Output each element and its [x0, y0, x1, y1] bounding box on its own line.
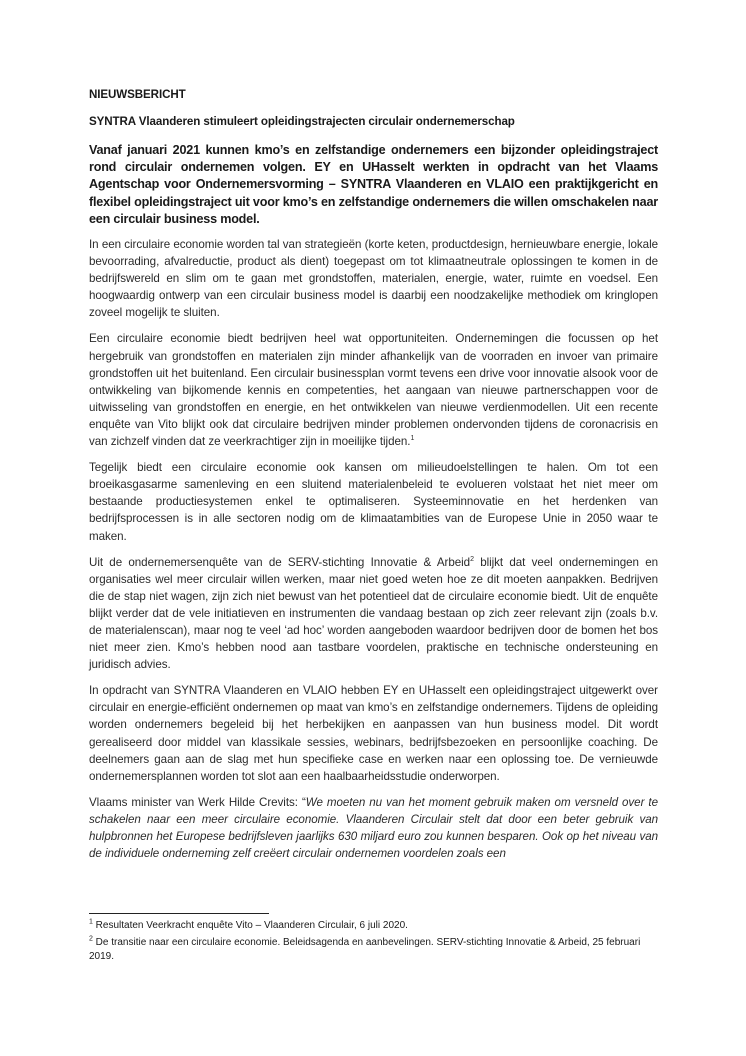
footnote-2-number: 2 [89, 935, 93, 943]
paragraph-1: In een circulaire economie worden tal van strategieën (korte keten, productdesign, hernieuwbare energie, lokale bevoorrading, afvalreductie, product als dient) toegepast om tot klimaatneutrale oplossingen te komen in de bedrijfswereld en slim om te gaan met grondstoffen, materialen, energie, water, ruimte en voedsel. Een hoogwaardig ontwerp van een circulair business model is daarbij een noodzakelijke methodiek om kringlopen zoveel mogelijk te sluiten. [89, 238, 658, 320]
footnote-1-text: Resultaten Veerkracht enquête Vito – Vlaanderen Circulair, 6 juli 2020. [92, 920, 408, 931]
footnotes [89, 919, 658, 967]
paragraph-2 [89, 330, 658, 450]
footnote-2 [89, 936, 658, 965]
paragraph-6-intro: Vlaams minister van Werk Hilde Crevits: “ [89, 795, 306, 809]
paragraph-4 [89, 554, 658, 674]
footnote-ref-2: 2 [470, 555, 474, 563]
document-label: NIEUWSBERICHT [89, 88, 186, 101]
document-body [89, 88, 658, 871]
paragraph-4-text-a: Uit de ondernemersenquête van de SERV-stichting Innovatie & Arbeid [89, 555, 471, 569]
paragraph-6 [89, 794, 658, 862]
paragraph-5: In opdracht van SYNTRA Vlaanderen en VLAIO hebben EY en UHasselt een opleidingstraject uitgewerkt over circulair en energie-efficiënt ondernemen op maat van kmo’s en zelfstandige ondernemers. Tijdens de opleiding worden ondernemers begeleid bij het herbekijken en aanpassen van hun business model. Dit wordt gerealiseerd door middel van klassikale sessies, webinars, bedrijfsbezoeken en persoonlijke coaching. De deelnemers gaan aan de slag met hun specifieke case en werken naar een oplossing toe. De vernieuwde ondernemersplannen worden tot slot aan een haalbaarheidsstudie onderworpen. [89, 684, 658, 783]
paragraph-3: Tegelijk biedt een circulaire economie ook kansen om milieudoelstellingen te halen. Om tot een broeikasgasarme samenleving en een sluitend materialenbeleid te evolueren volstaat het niet meer om bestaande productiesystemen enkel te optimaliseren. Systeeminnovatie en het herdenken van bedrijfsprocessen is in alle sectoren nodig om de klimaatambities van de Europese Unie in 2050 waar te maken. [89, 461, 658, 543]
footnote-ref-1: 1 [410, 435, 415, 443]
document-title: SYNTRA Vlaanderen stimuleert opleidingstrajecten circulair ondernemerschap [89, 115, 515, 128]
footnote-2-text: De transitie naar een circulaire economie. Beleidsagenda en aanbevelingen. SERV-stichting Innovatie & Arbeid, 25 februari 2019. [89, 936, 641, 963]
paragraph-2-text: Een circulaire economie biedt bedrijven heel wat opportuniteiten. Ondernemingen die focussen op het hergebruik van grondstoffen en materialen zijn minder afhankelijk van de voorraden en invoer van primaire grondstoffen uit het buitenland. Een circulair businessplan vormt tevens een drive voor innovatie alsook voor de ontwikkeling van bijkomende kennis en competenties, het aangaan van nieuwe partnerschappen voor de uitwisseling van grondstoffen en energie, en het ontwikkelen van nieuwe verdienmodellen. Uit een recente enquête van Vito blijkt ook dat circulaire bedrijven minder problemen ondervonden tijdens de coronacrisis en van zichzelf vinden dat ze veerkrachtiger zijn in moeilijke tijden. [89, 332, 658, 449]
footnote-1-number: 1 [89, 918, 93, 926]
footnote-1 [89, 919, 658, 934]
footnote-divider [89, 913, 269, 914]
lead-paragraph: Vanaf januari 2021 kunnen kmo’s en zelfstandige ondernemers een bijzonder opleidingstraject rond circulair ondernemen volgen. EY en UHasselt werkten in opdracht van het Vlaams Agentschap voor Ondernemersvorming – SYNTRA Vlaanderen en VLAIO een praktijkgericht en flexibel opleidingstraject uit voor kmo’s en zelfstandige ondernemers die willen omschakelen naar een circulair business model. [89, 143, 658, 226]
minister-quote: We moeten nu van het moment gebruik maken om versneld over te schakelen naar een meer circulaire economie. Vlaanderen Circulair stelt dat door een beter gebruik van hulpbronnen het Europese bedrijfsleven jaarlijks 630 miljard euro zou kunnen besparen. Ook op het niveau van de individuele onderneming zelf creëert circulair ondernemen voordelen zoals een [89, 795, 658, 861]
paragraph-4-text-b: blijkt dat veel ondernemingen en organisaties wel meer circulair willen werken, maar niet goed weten hoe ze dit moeten aanpakken. Bedrijven die de stap niet wagen, zijn zich niet bewust van het potentieel dat de circulaire economie biedt. Uit de enquête blijkt verder dat de vele initiatieven en instrumenten die vandaag bestaan op zich zeer relevant zijn (zoals b.v. de materialenscan), maar nog te veel ‘ad hoc’ worden aangeboden waardoor bedrijven door de bomen het bos niet meer zien. Kmo’s hebben nood aan tastbare voordelen, praktische en technische ondersteuning en juridisch advies. [89, 555, 658, 672]
